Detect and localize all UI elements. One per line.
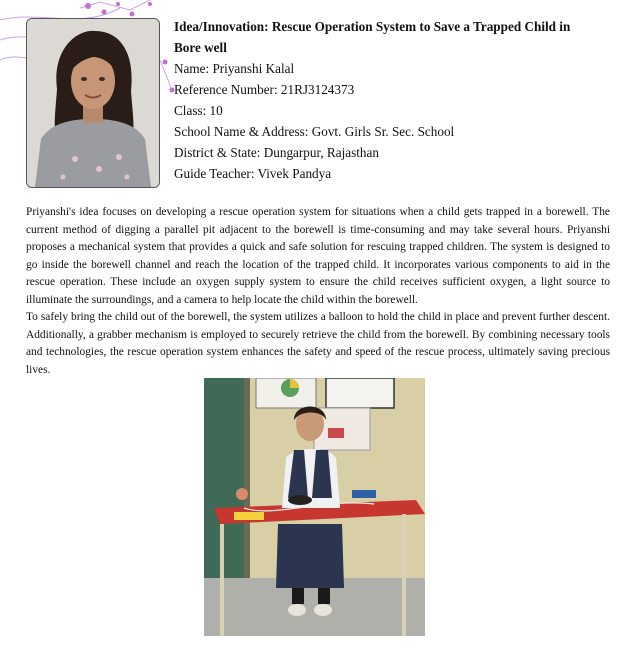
guide-teacher: Guide Teacher: Vivek Pandya: [174, 166, 332, 181]
project-title-text: Idea/Innovation: Rescue Operation System to Save a Trapped Child in Bore well: [174, 19, 571, 55]
school-name: School Name & Address: Govt. Girls Sr. Sec. School: [174, 124, 455, 139]
description-paragraph-1: Priyanshi's idea focuses on developing a rescue operation system for situations when a child gets trapped in a borewell. The current method of digging a parallel pit adjacent to the borewell is time-consuming and may take several hours. Priyanshi proposes a mechanical system that provides a quick and safe solution for rescuing trapped children. The system is designed to go inside the borewell channel and reach the location of the trapped child. It incorporates various components to aid in the rescue operation. These include an oxygen supply system to ensure the child receives sufficient oxygen, a light source to illuminate the surroundings, and a camera to help locate the child within the borewell.: [26, 206, 610, 306]
student-portrait-icon: [27, 19, 159, 187]
student-class: Class: 10: [174, 103, 223, 118]
student-name: Name: Priyanshi Kalal: [174, 61, 295, 76]
description-paragraph-2: To safely bring the child out of the borewell, the system utilizes a balloon to hold the child in place and prevent further descent. Additionally, a grabber mechanism is employed to securely retrieve the child from the borewell. By combining necessary tools and technologies, the rescue operation system enhances the safety and speed of the rescue process, ultimately saving precious lives.: [26, 311, 610, 376]
reference-number: Reference Number: 21RJ3124373: [174, 82, 355, 97]
student-with-model-photo-icon: [204, 378, 425, 636]
student-info: [174, 16, 614, 184]
district-state: District & State: Dungarpur, Rajasthan: [174, 145, 379, 160]
student-with-model-photo: [204, 378, 425, 636]
project-description: [26, 204, 610, 379]
project-title: [174, 16, 614, 58]
student-portrait: [26, 18, 160, 188]
